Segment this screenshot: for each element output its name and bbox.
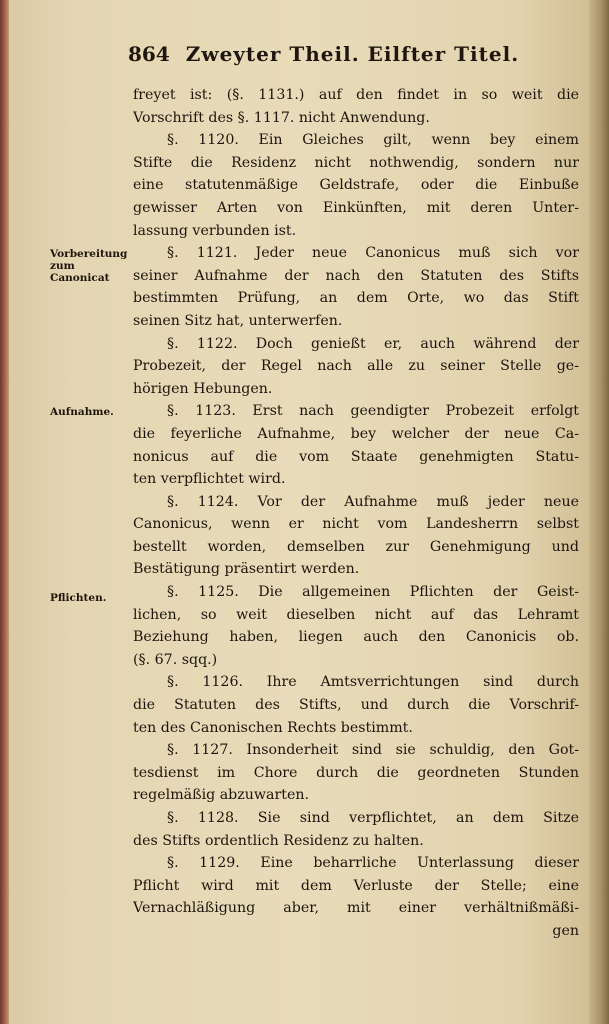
- text-line: Vorschrift des §. 1117. nicht Anwendung.: [133, 109, 430, 126]
- text-line: ten verpflichtet wird.: [133, 471, 286, 488]
- text-line: bestellt worden, demselben zur Genehmigung und: [133, 538, 579, 555]
- text-line: §. 1123. Erst nach geendigter Probezeit erfolgt: [167, 403, 579, 420]
- text-line: lichen, so weit dieselben nicht auf das Lehramt: [133, 606, 579, 623]
- text-line: §. 1125. Die allgemeinen Pflichten der Geist-: [167, 584, 579, 601]
- text-line: freyet ist: (§. 1131.) auf den findet in so weit die: [133, 87, 579, 103]
- page-number: 864: [128, 42, 170, 66]
- marginal-note-vorbereitung: Vorbereitung zum Canonicat: [50, 248, 128, 284]
- text-line: §. 1121. Jeder neue Canonicus muß sich vor: [167, 245, 579, 262]
- text-line: §. 1122. Doch genießt er, auch während der: [167, 335, 579, 352]
- text-line: die Statuten des Stifts, und durch die Vorschrif-: [133, 697, 579, 714]
- text-line: Bestätigung präsentirt werden.: [133, 561, 360, 578]
- text-line: gewisser Arten von Einkünften, mit deren Unter-: [133, 199, 579, 216]
- text-line: nonicus auf die vom Staate genehmigten Statu-: [133, 448, 579, 465]
- text-line: eine statutenmäßige Geldstrafe, oder die Einbuße: [133, 177, 579, 194]
- text-line: regelmäßig abzuwarten.: [133, 787, 309, 804]
- text-line: §. 1127. Insonderheit sind sie schuldig, den Got-: [167, 742, 579, 759]
- text-line: bestimmten Prüfung, an dem Orte, wo das Stift: [133, 290, 579, 307]
- text-line: Pflicht wird mit dem Verluste der Stelle; eine: [133, 877, 579, 894]
- catchword: gen: [552, 922, 579, 939]
- text-line: §. 1120. Ein Gleiches gilt, wenn bey einem: [167, 132, 579, 149]
- text-line: §. 1129. Eine beharrliche Unterlassung dieser: [167, 855, 579, 872]
- text-line: seinen Sitz hat, unterwerfen.: [133, 312, 343, 329]
- page-header: [128, 36, 588, 72]
- marginal-note-pflichten: Pflichten.: [50, 592, 107, 604]
- text-line: die feyerliche Aufnahme, bey welcher der neue Ca-: [133, 425, 579, 442]
- text-line: ten des Canonischen Rechts bestimmt.: [133, 719, 413, 736]
- text-line: (§. 67. sqq.): [133, 651, 218, 668]
- text-line: §. 1126. Ihre Amtsverrichtungen sind durch: [167, 674, 579, 691]
- text-line: des Stifts ordentlich Residenz zu halten.: [133, 832, 424, 849]
- body-text: [133, 84, 579, 943]
- text-line: §. 1124. Vor der Aufnahme muß jeder neue: [167, 493, 579, 510]
- text-line: §. 1128. Sie sind verpflichtet, an dem Sitze: [167, 810, 579, 826]
- text-line: hörigen Hebungen.: [133, 380, 273, 397]
- text-line: seiner Aufnahme der nach den Statuten des Stifts: [133, 267, 579, 284]
- running-title: Zweyter Theil. Eilfter Titel.: [185, 42, 520, 66]
- text-line: tesdienst im Chore durch die geordneten Stunden: [133, 764, 579, 781]
- page-left-edge: [0, 0, 9, 1024]
- text-line: Canonicus, wenn er nicht vom Landesherrn selbst: [133, 516, 579, 533]
- text-line: Beziehung haben, liegen auch den Canonicis ob.: [133, 629, 579, 646]
- page-right-edge: [589, 0, 609, 1024]
- marginal-note-aufnahme: Aufnahme.: [50, 406, 114, 418]
- text-line: Vernachläßigung aber, mit einer verhältnißmäßi-: [133, 900, 579, 917]
- text-line: lassung verbunden ist.: [133, 222, 297, 239]
- text-line: Probezeit, der Regel nach alle zu seiner Stelle ge-: [133, 358, 579, 375]
- text-line: Stifte die Residenz nicht nothwendig, sondern nur: [133, 154, 579, 171]
